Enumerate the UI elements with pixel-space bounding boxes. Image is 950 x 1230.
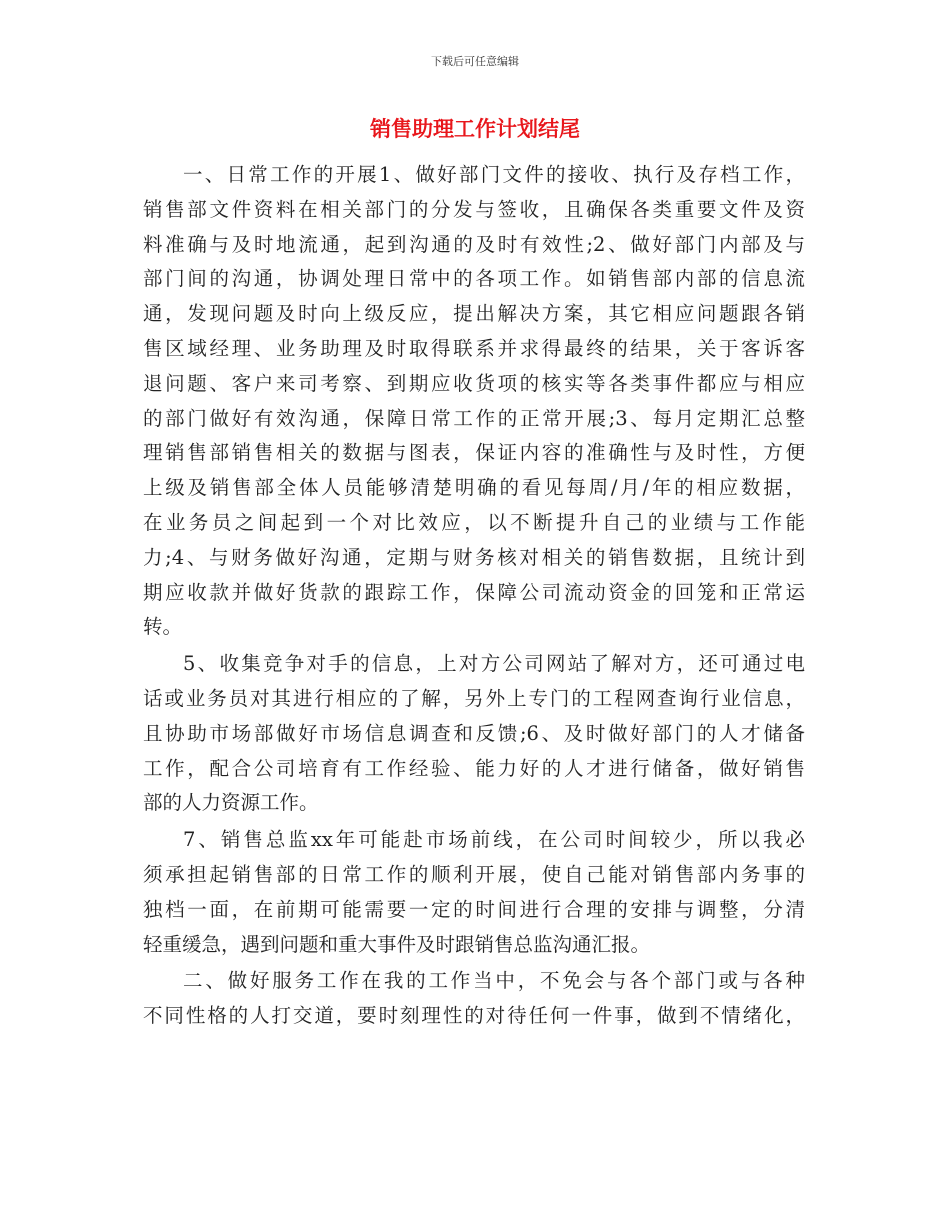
paragraph-line: 话或业务员对其进行相应的了解，另外上专门的工程网查询行业信息， <box>143 686 805 710</box>
paragraph-line: 在业务员之间起到一个对比效应，以不断提升自己的业绩与工作能 <box>143 510 805 534</box>
paragraph-line: 退问题、客户来司考察、到期应收货项的核实等各类事件都应与相应 <box>143 371 805 395</box>
paragraph-line: 7、销售总监xx年可能赴市场前线，在公司时间较少，所以我必 <box>183 828 805 852</box>
page-header-note: 下载后可任意编辑 <box>431 55 519 68</box>
paragraph-line: 须承担起销售部的日常工作的顺利开展，使自己能对销售部内务事的 <box>143 862 805 886</box>
paragraph-line: 理销售部销售相关的数据与图表，保证内容的准确性与及时性，方便 <box>143 441 805 465</box>
paragraph-line: 通，发现问题及时向上级反应，提出解决方案，其它相应问题跟各销 <box>143 302 805 326</box>
document-body <box>143 158 805 1036</box>
paragraph-line: 部的人力资源工作。 <box>143 791 319 815</box>
paragraph-line: 销售部文件资料在相关部门的分发与签收，且确保各类重要文件及资 <box>143 197 805 221</box>
paragraph <box>143 647 805 821</box>
paragraph <box>143 158 805 645</box>
document-title: 销售助理工作计划结尾 <box>370 117 580 141</box>
paragraph-line: 转。 <box>143 615 183 639</box>
paragraph-line: 售区域经理、业务助理及时取得联系并求得最终的结果，关于客诉客 <box>143 336 805 360</box>
paragraph-line: 力;4、与财务做好沟通，定期与财务核对相关的销售数据，且统计到 <box>143 545 805 569</box>
paragraph-line: 不同性格的人打交道，要时刻理性的对待任何一件事，做到不情绪化， <box>143 1004 805 1028</box>
paragraph <box>143 823 805 962</box>
paragraph-line: 上级及销售部全体人员能够清楚明确的看见每周/月/年的相应数据， <box>143 476 805 500</box>
paragraph-line: 独档一面，在前期可能需要一定的时间进行合理的安排与调整，分清 <box>143 897 805 921</box>
paragraph <box>143 964 805 1034</box>
paragraph-line: 一、日常工作的开展1、做好部门文件的接收、执行及存档工作， <box>183 163 805 186</box>
paragraph-line: 工作，配合公司培育有工作经验、能力好的人才进行储备，做好销售 <box>143 756 805 780</box>
paragraph-line: 5、收集竞争对手的信息，上对方公司网站了解对方，还可通过电 <box>183 652 805 676</box>
paragraph-line: 的部门做好有效沟通，保障日常工作的正常开展;3、每月定期汇总整 <box>143 406 805 430</box>
paragraph-line: 且协助市场部做好市场信息调查和反馈;6、及时做好部门的人才储备 <box>143 721 805 745</box>
paragraph-line: 料准确与及时地流通，起到沟通的及时有效性;2、做好部门内部及与 <box>143 232 805 256</box>
paragraph-line: 部门间的沟通，协调处理日常中的各项工作。如销售部内部的信息流 <box>143 267 805 291</box>
paragraph-line: 二、做好服务工作在我的工作当中，不免会与各个部门或与各种 <box>183 969 805 993</box>
paragraph-line: 轻重缓急，遇到问题和重大事件及时跟销售总监沟通汇报。 <box>143 932 651 956</box>
paragraph-line: 期应收款并做好货款的跟踪工作，保障公司流动资金的回笼和正常运 <box>143 580 805 604</box>
